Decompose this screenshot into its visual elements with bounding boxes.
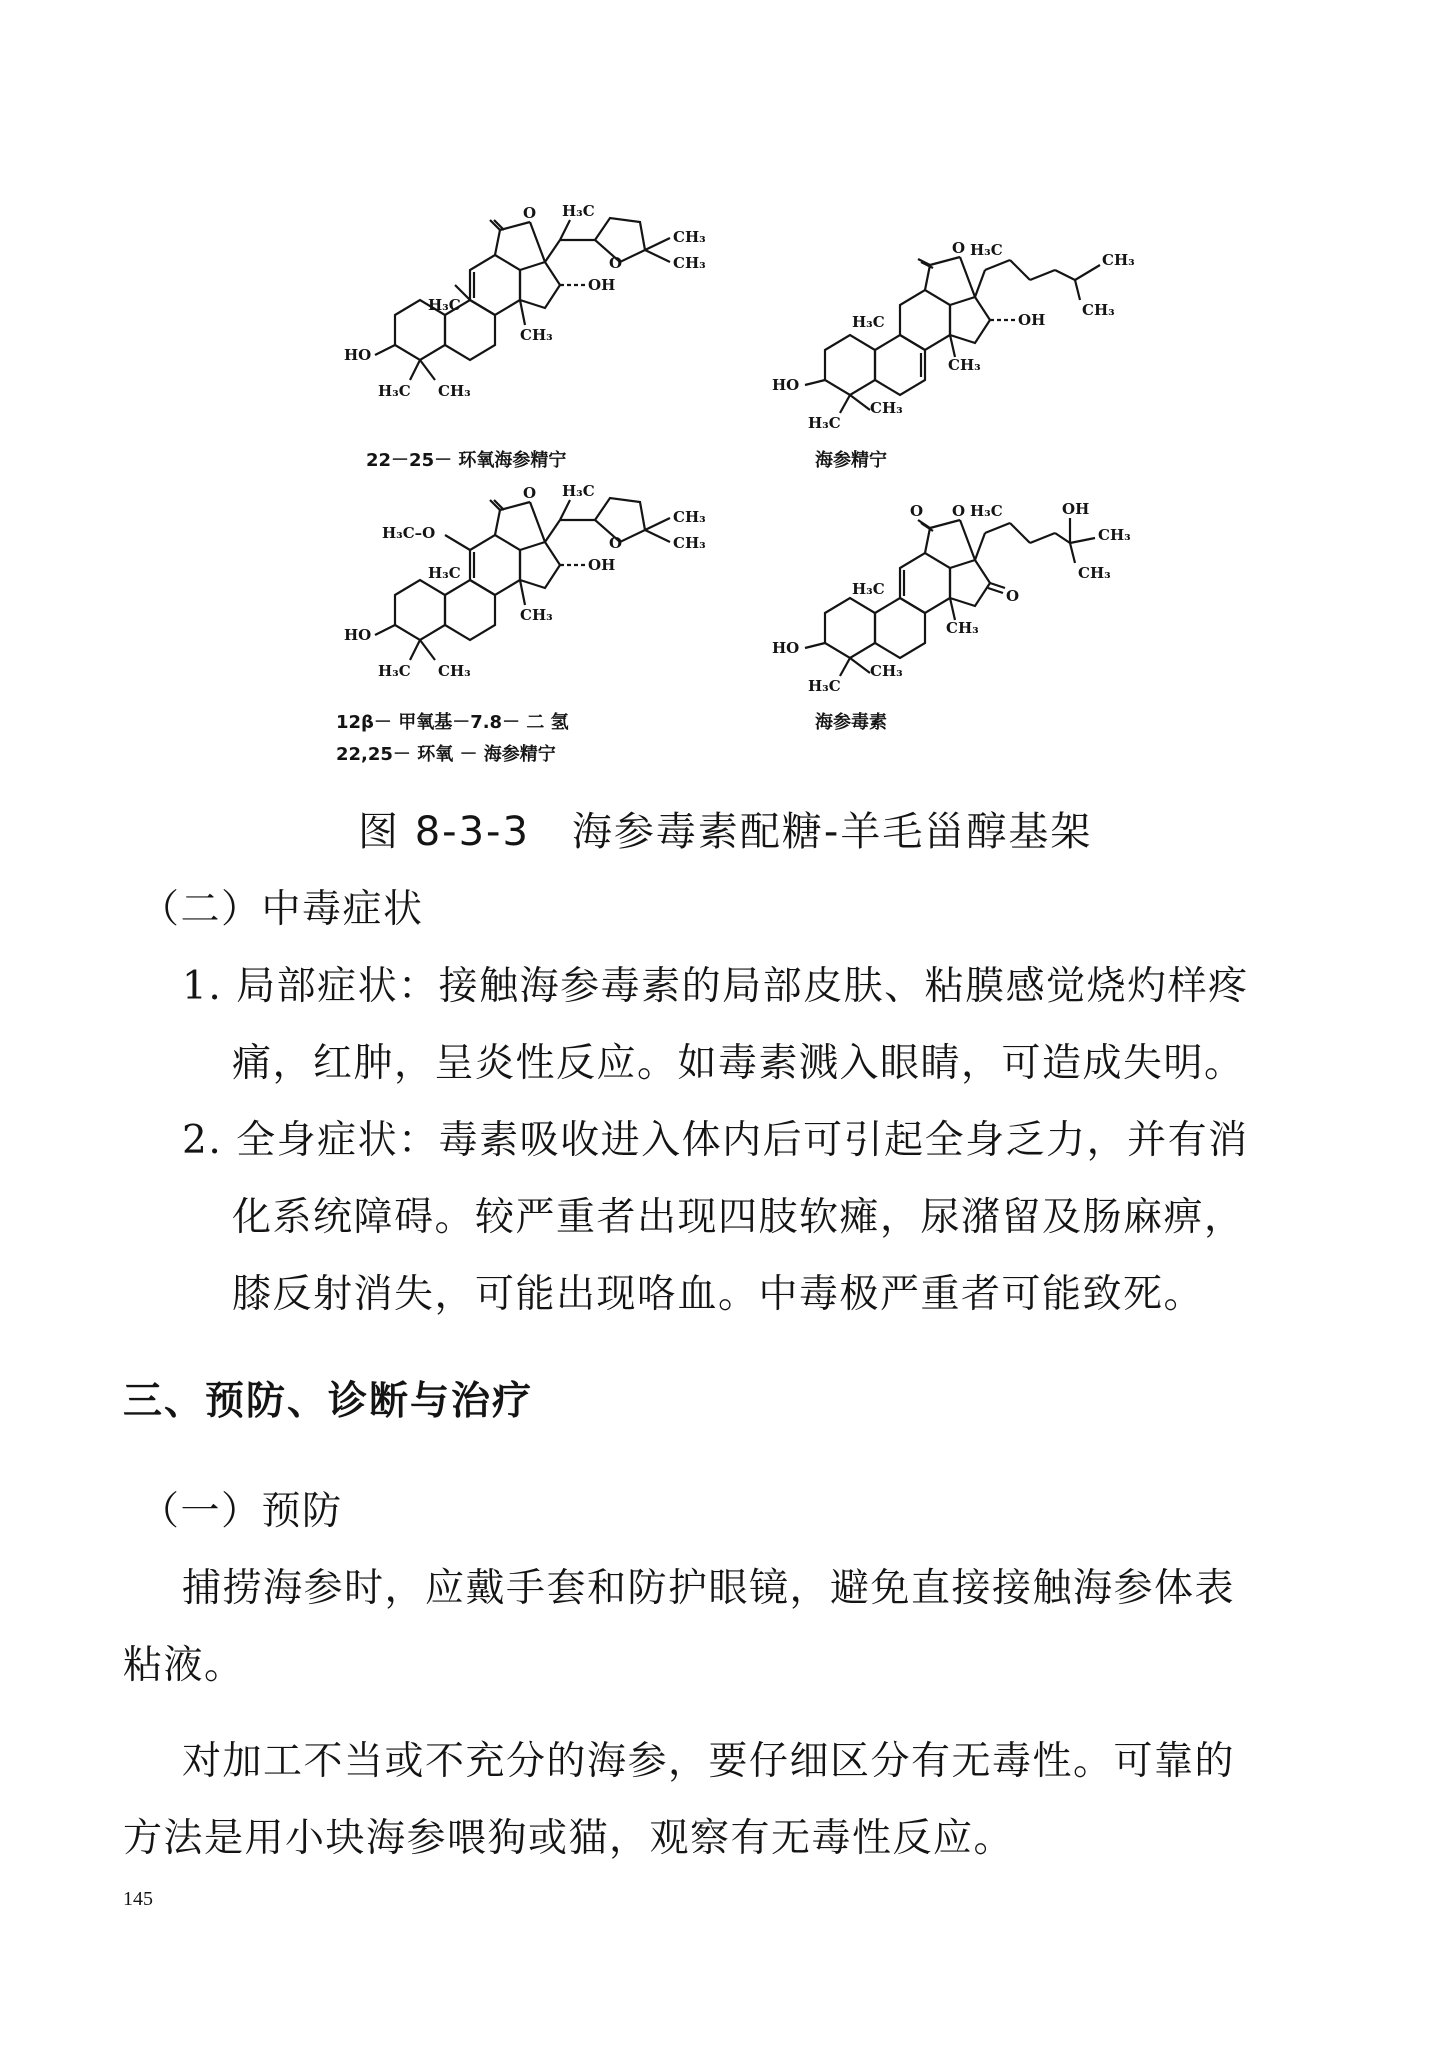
structure-2-diagram xyxy=(772,235,1180,435)
ch3-label: CH₃ xyxy=(673,534,706,552)
ch3-label: CH₃ xyxy=(870,399,903,417)
o-label: O xyxy=(952,502,966,520)
h3c-label: H₃C xyxy=(562,202,595,220)
oh-label: OH xyxy=(1018,311,1046,329)
oh-side-label: OH xyxy=(1062,500,1090,518)
structure-2-caption: 海参精宁 xyxy=(815,450,887,471)
figure-title: 图 8-3-3 海参毒素配糖-羊毛甾醇基架 xyxy=(358,809,1093,855)
ch3-label: CH₃ xyxy=(948,356,981,374)
ho-label: HO xyxy=(772,639,800,657)
h3c-label: H₃C xyxy=(378,662,411,680)
structure-3-caption-line2: 22,25－ 环氧 － 海参精宁 xyxy=(336,744,556,765)
ch3-label: CH₃ xyxy=(673,228,706,246)
o-ketone-label: O xyxy=(1006,587,1020,605)
ch3-label: CH₃ xyxy=(1102,251,1135,269)
o-ring-label: O xyxy=(609,534,623,552)
symptom-item-2-line2: 化系统障碍。较严重者出现四肢软瘫，尿潴留及肠麻痹， xyxy=(232,1195,1245,1240)
structure-4-diagram xyxy=(772,498,1180,698)
symptom-item-2-line1: 2. 全身症状：毒素吸收进入体内后可引起全身乏力，并有消 xyxy=(182,1118,1249,1163)
ch3-label: CH₃ xyxy=(438,382,471,400)
h3c-label: H₃C xyxy=(808,677,841,695)
ch3-label: CH₃ xyxy=(438,662,471,680)
symptom-item-2-line3: 膝反射消失，可能出现咯血。中毒极严重者可能致死。 xyxy=(232,1272,1205,1317)
page-number: 145 xyxy=(123,1888,153,1910)
ch3-label: CH₃ xyxy=(1082,301,1115,319)
structure-1-diagram xyxy=(340,200,760,430)
h3c-label: H₃C xyxy=(428,296,461,314)
section-heading-symptoms: （二）中毒症状 xyxy=(140,887,424,932)
h3c-label: H₃C xyxy=(562,482,595,500)
ch3-label: CH₃ xyxy=(520,326,553,344)
ho-label: HO xyxy=(772,376,800,394)
o-ring-label: O xyxy=(609,254,623,272)
prevention-paragraph-2-line1: 对加工不当或不充分的海参，要仔细区分有无毒性。可靠的 xyxy=(182,1739,1236,1784)
ch3-label: CH₃ xyxy=(1098,526,1131,544)
h3c-label: H₃C xyxy=(428,564,461,582)
prevention-paragraph-1-line2: 粘液。 xyxy=(123,1643,245,1688)
structure-3-caption-line1: 12β－ 甲氧基－7.8－ 二 氢 xyxy=(336,712,569,733)
section-heading-three: 三、预防、诊断与治疗 xyxy=(123,1379,534,1424)
structure-1-caption: 22－25－ 环氧海参精宁 xyxy=(366,450,567,471)
structure-3-diagram xyxy=(340,480,760,690)
o-label: O xyxy=(952,239,966,257)
o-lactone-label: O xyxy=(910,502,924,520)
prevention-paragraph-1-line1: 捕捞海参时，应戴手套和防护眼镜，避免直接接触海参体表 xyxy=(182,1566,1236,1611)
prevention-paragraph-2-line2: 方法是用小块海参喂狗或猫，观察有无毒性反应。 xyxy=(123,1816,1015,1861)
ch3-label: CH₃ xyxy=(673,508,706,526)
ho-label: HO xyxy=(344,626,372,644)
h3c-label: H₃C xyxy=(808,414,841,432)
ch3-label: CH₃ xyxy=(946,619,979,637)
ch3-label: CH₃ xyxy=(673,254,706,272)
h3c-label: H₃C xyxy=(852,313,885,331)
ch3-label: CH₃ xyxy=(870,662,903,680)
ho-label: HO xyxy=(344,346,372,364)
h3c-label: H₃C xyxy=(852,580,885,598)
o-label: O xyxy=(523,204,537,222)
ch3-label: CH₃ xyxy=(520,606,553,624)
symptom-item-1-line2: 痛，红肿，呈炎性反应。如毒素溅入眼睛，可造成失明。 xyxy=(232,1041,1245,1086)
structure-4-caption: 海参毒素 xyxy=(815,712,887,733)
h3c-label: H₃C xyxy=(970,241,1003,259)
oh-label: OH xyxy=(588,556,616,574)
oh-label: OH xyxy=(588,276,616,294)
methoxy-label: H₃C–O xyxy=(382,524,436,542)
symptom-item-1-line1: 1. 局部症状：接触海参毒素的局部皮肤、粘膜感觉烧灼样疼 xyxy=(182,964,1249,1009)
o-label: O xyxy=(523,484,537,502)
h3c-label: H₃C xyxy=(378,382,411,400)
h3c-label: H₃C xyxy=(970,502,1003,520)
subsection-heading-prevention: （一）预防 xyxy=(140,1489,343,1534)
ch3-label: CH₃ xyxy=(1078,564,1111,582)
